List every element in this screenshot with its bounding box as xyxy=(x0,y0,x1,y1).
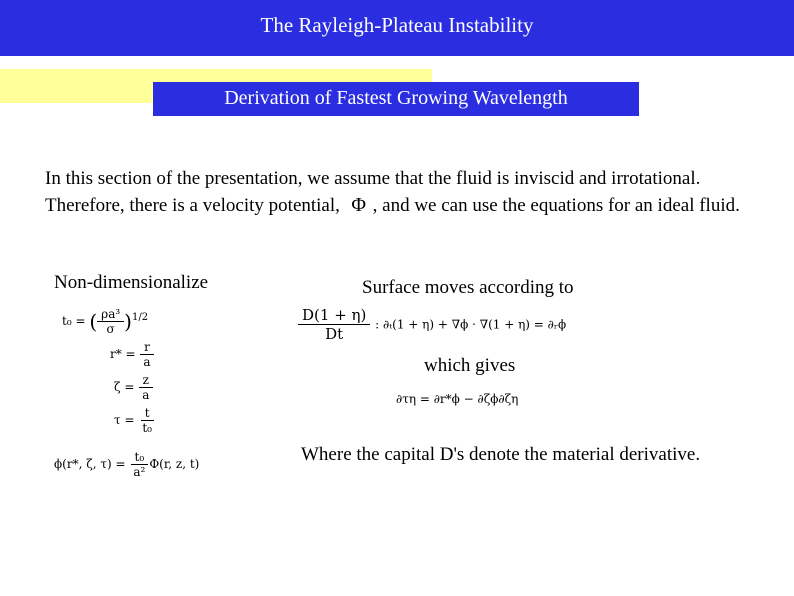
equation-tau xyxy=(114,406,156,435)
eq-tau-den: t₀ xyxy=(142,421,152,435)
title-bar xyxy=(0,0,794,56)
eq-tau-num: t xyxy=(141,406,154,421)
velocity-potential-symbol: Φ xyxy=(351,194,366,216)
equation-phi xyxy=(54,450,199,479)
material-derivative-note: Where the capital D's denote the material derivative. xyxy=(301,444,701,465)
intro-text-after: , and we can use the equations for an ideal fluid. xyxy=(372,195,740,216)
eq-phi-den: a² xyxy=(133,465,146,479)
eq-phi-num: t₀ xyxy=(131,450,149,465)
eq-r-lhs: r* = xyxy=(110,347,140,361)
surface-moves-label: Surface moves according to xyxy=(362,277,574,298)
material-num: D(1 + η) xyxy=(298,306,370,325)
material-rhs: : ∂ₜ(1 + η) + ∇ϕ · ∇(1 + η) = ∂ᵣϕ xyxy=(375,317,567,332)
eq-zeta-den: a xyxy=(142,388,150,402)
intro-text-before: In this section of the presentation, we assume that the fluid is inviscid and irrotational. Therefore, there is a velocity potential, xyxy=(45,168,701,216)
eq-t0-lhs: t₀ = xyxy=(62,314,90,328)
result-equation: ∂τη = ∂r*ϕ − ∂ζϕ∂ζη xyxy=(396,392,519,406)
eq-t0-exp: 1/2 xyxy=(131,312,149,323)
slide-title: The Rayleigh-Plateau Instability xyxy=(260,13,534,37)
eq-t0-den: σ xyxy=(106,322,115,336)
eq-zeta-lhs: ζ = xyxy=(114,380,139,394)
eq-r-num: r xyxy=(140,340,154,355)
equation-t0: t₀ = ( $\frac{\text{ρa³}}{\sigma}$ )$^{1/2}$ xyxy=(62,307,149,336)
nondimensionalize-label: Non-dimensionalize xyxy=(54,272,209,293)
eq-t0-num: ρa³ xyxy=(97,307,124,322)
eq-r-den: a xyxy=(143,355,151,369)
subtitle-box xyxy=(153,82,639,116)
eq-zeta-num: z xyxy=(139,373,153,388)
which-gives-label: which gives xyxy=(424,355,516,376)
eq-tau-lhs: τ = xyxy=(114,413,139,427)
eq-phi-lhs: ϕ(r*, ζ, τ) = xyxy=(54,457,130,471)
material-den: Dt xyxy=(325,325,344,343)
intro-paragraph xyxy=(45,166,745,219)
eq-phi-rhs: Φ(r, z, t) xyxy=(149,457,200,471)
equation-r-star xyxy=(110,340,155,369)
slide-subtitle: Derivation of Fastest Growing Wavelength xyxy=(224,87,568,109)
material-derivative-equation xyxy=(298,306,566,343)
equation-zeta xyxy=(114,373,153,402)
